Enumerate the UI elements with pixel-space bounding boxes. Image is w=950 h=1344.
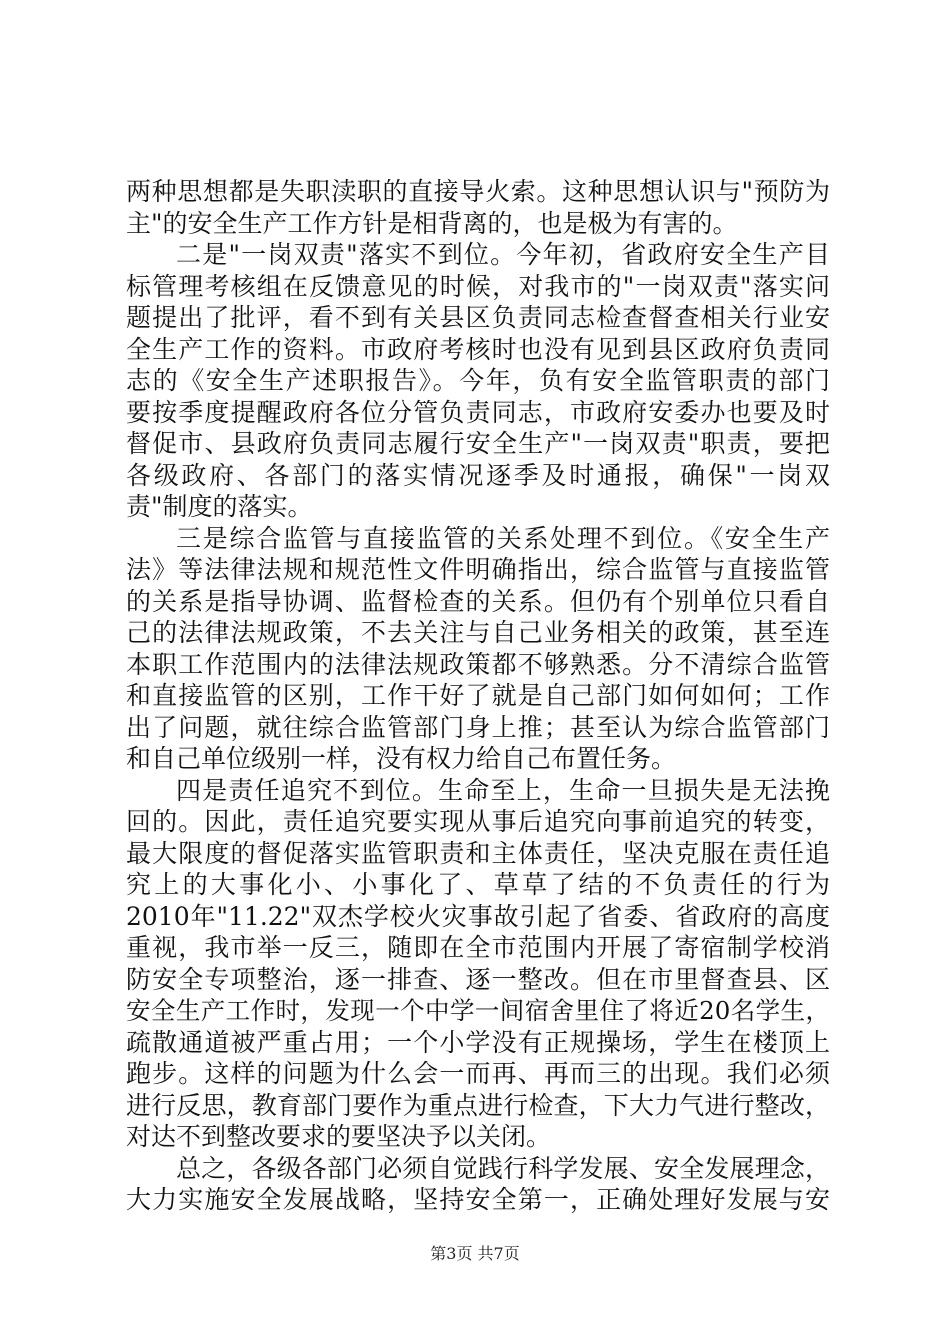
text-line: 己的法律法规政策，不去关注与自己业务相关的政策，甚至连: [126, 618, 830, 647]
text-line: 疏散通道被严重占用；一个小学没有正规操场，学生在楼顶上: [126, 1027, 830, 1057]
text-line: 责"制度的落实。: [126, 492, 313, 521]
text-line: 大力实施安全发展战略，坚持安全第一，正确处理好发展与安: [126, 1185, 830, 1214]
text-line: 的关系是指导协调、监督检查的关系。但仍有个别单位只看自: [126, 586, 830, 616]
text-line: 究上的大事化小、小事化了、草草了结的不负责任的行为: [126, 870, 830, 899]
text-line: 督促市、县政府负责同志履行安全生产"一岗双责"职责，要把: [126, 429, 830, 458]
text-line: 两种思想都是失职渎职的直接导火索。这种思想认识与"预防为: [126, 177, 830, 206]
text-line: 进行反思，教育部门要作为重点进行检查，下大力气进行整改，: [126, 1090, 830, 1120]
text-line: 2010年"11.22"双杰学校火灾事故引起了省委、省政府的高度: [126, 901, 830, 931]
text-line: 主"的安全生产工作方针是相背离的，也是极为有害的。: [126, 208, 738, 238]
text-line: 各级政府、各部门的落实情况逐季及时通报，确保"一岗双: [126, 460, 830, 490]
text-line: 本职工作范围内的法律法规政策都不够熟悉。分不清综合监管: [126, 649, 830, 679]
text-line: 总之，各级各部门必须自觉践行科学发展、安全发展理念，: [176, 1153, 830, 1183]
text-line: 和直接监管的区别，工作干好了就是自己部门如何如何；工作: [126, 681, 830, 710]
text-line: 防安全专项整治，逐一排查、逐一整改。但在市里督查县、区: [126, 964, 830, 994]
text-line: 标管理考核组在反馈意见的时候，对我市的"一岗双责"落实问: [126, 271, 830, 301]
text-line: 题提出了批评，看不到有关县区负责同志检查督查相关行业安: [126, 303, 830, 332]
text-line: 对达不到整改要求的要坚决予以关闭。: [126, 1122, 552, 1151]
text-line: 志的《安全生产述职报告》。今年，负有安全监管职责的部门: [126, 366, 830, 395]
text-line: 重视，我市举一反三，随即在全市范围内开展了寄宿制学校消: [126, 933, 830, 962]
text-line: 法》等法律法规和规范性文件明确指出，综合监管与直接监管: [126, 555, 830, 584]
text-line: 出了问题，就往综合监管部门身上推；甚至认为综合监管部门: [126, 712, 830, 742]
page-number-footer: 第3页 共7页: [430, 1244, 520, 1263]
text-line: 要按季度提醒政府各位分管负责同志，市政府安委办也要及时: [126, 397, 830, 427]
document-body: [126, 176, 830, 1216]
text-line: 全生产工作的资料。市政府考核时也没有见到县区政府负责同: [126, 334, 830, 364]
text-line: 跑步。这样的问题为什么会一而再、再而三的出现。我们必须: [126, 1059, 830, 1088]
text-line: 二是"一岗双责"落实不到位。今年初，省政府安全生产目: [176, 240, 830, 269]
text-line: 最大限度的督促落实监管职责和主体责任，坚决克服在责任追: [126, 838, 830, 868]
text-line: 四是责任追究不到位。生命至上，生命一旦损失是无法挽: [176, 775, 830, 805]
text-line: 回的。因此，责任追究要实现从事后追究向事前追究的转变，: [126, 807, 830, 836]
text-line: 安全生产工作时，发现一个中学一间宿舍里住了将近20名学生，: [126, 996, 830, 1025]
text-line: 和自己单位级别一样，没有权力给自己布置任务。: [126, 744, 677, 773]
text-line: 三是综合监管与直接监管的关系处理不到位。《安全生产: [176, 523, 830, 553]
